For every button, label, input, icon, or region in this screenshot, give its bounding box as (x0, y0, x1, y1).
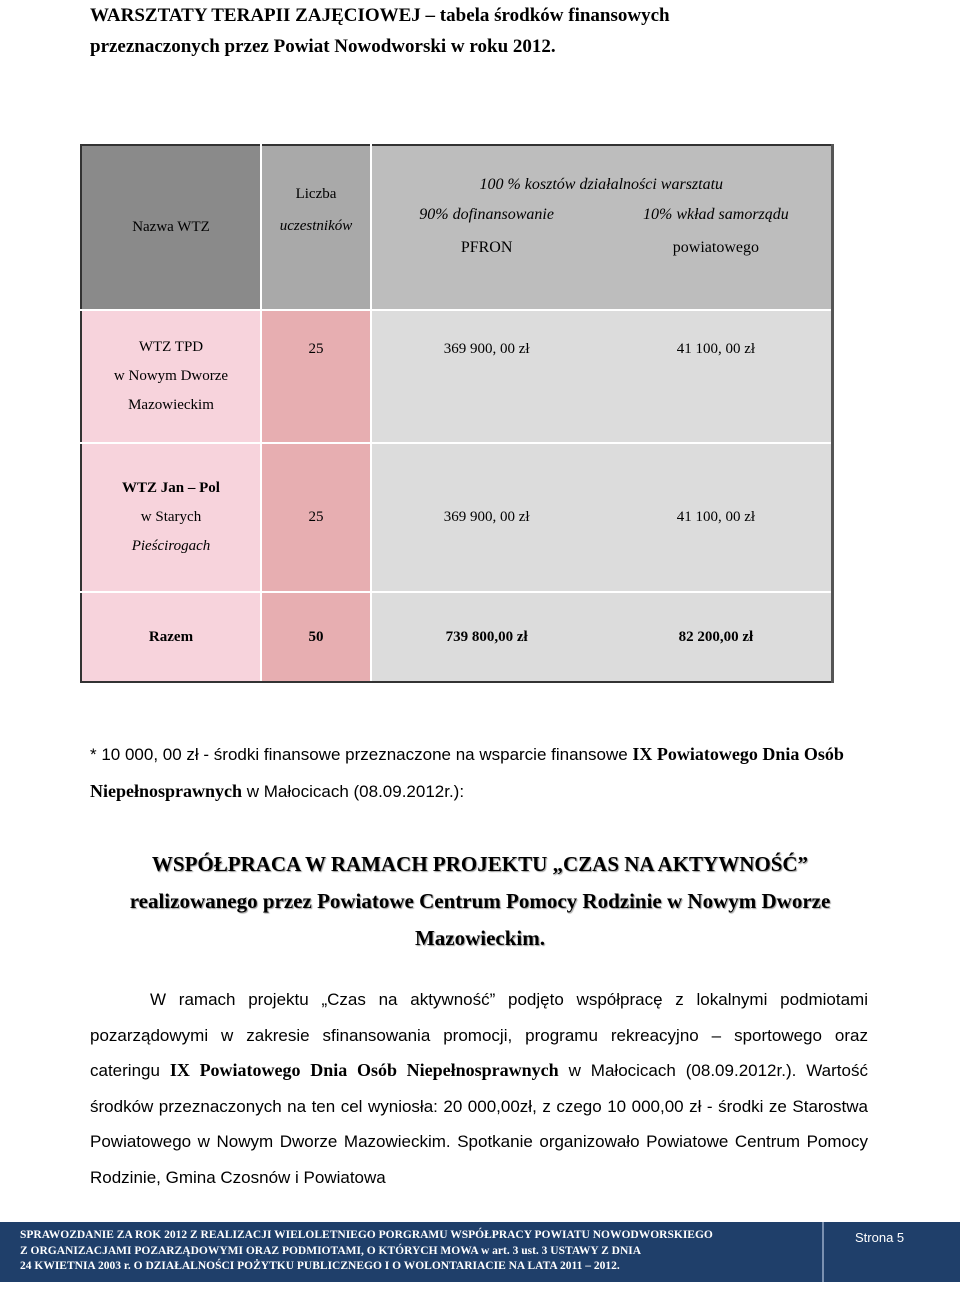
row-count: 25 (261, 310, 371, 443)
body-text-1: W ramach projektu „Czas na aktywność” podjęto współpracę z lokalnymi podmiotami pozarządowymi w zakresie sfinansowania promocji, programu rekreacyjno – sportowego oraz cateringu (90, 990, 868, 1080)
row-pfron: 369 900, 00 zł (443, 509, 530, 525)
page-heading (90, 0, 910, 62)
footnote-bold: IX Powiatowego Dnia Osób Niepełnosprawnych (90, 744, 844, 801)
table-total-row (81, 592, 832, 682)
body-text-2: w Małocicach (08.09.2012r.). Wartość środków przeznaczonych na ten cel wyniosła: 20 000,00zł, z czego 10 000,00 zł - środki ze Starostwa Powiatowego w Nowym Dworze Mazowieckim. Spotkanie organizowało Powiatowe Centrum Pomocy Rodzinie, Gmina Czosnów i Powiatowa (90, 1061, 868, 1187)
footer-line-2: Z ORGANIZACJAMI POZARZĄDOWYMI ORAZ PODMIOTAMI, O KTÓRYCH MOWA w art. 3 ust. 3 USTAWY Z DNIA (20, 1244, 642, 1257)
table-row (81, 443, 832, 592)
header-koszt (371, 145, 832, 310)
header-samorzad-line-2: powiatowego (672, 239, 759, 256)
header-liczba-line-1: Liczba (295, 186, 337, 202)
footer-text (20, 1228, 780, 1275)
footnote-text-1: * 10 000, 00 zł - środki finansowe przeznaczone na wsparcie finansowe (90, 745, 633, 764)
header-koszt-title: 100 % kosztów działalności warsztatu (479, 176, 724, 193)
row-name-line-1: WTZ Jan – Pol (122, 480, 220, 496)
section-title-line-3: Mazowieckim. (414, 926, 546, 950)
total-values (371, 592, 832, 682)
row-pfron: 369 900, 00 zł (443, 341, 530, 357)
row-name (81, 310, 261, 443)
row-values (371, 443, 832, 592)
footer-line-1: SPRAWOZDANIE ZA ROK 2012 Z REALIZACJI WIELOLETNIEGO PORGRAMU WSPÓŁPRACY POWIATU NOWODWORSKIEGO (20, 1229, 713, 1241)
footnote-text-2: w Małocicach (08.09.2012r.): (242, 782, 465, 801)
footnote (90, 736, 870, 810)
page-footer (0, 1222, 960, 1282)
row-name (81, 443, 261, 592)
page-number: Strona 5 (855, 1230, 905, 1245)
section-title-line-1: WSPÓŁPRACA W RAMACH PROJEKTU „CZAS NA AKTYWNOŚĆ” (151, 852, 809, 876)
heading-line-1: WARSZTATY TERAPII ZAJĘCIOWEJ – tabela środków finansowych (90, 5, 670, 26)
total-pfron: 739 800,00 zł (445, 628, 528, 645)
header-samorzad (601, 198, 830, 264)
row-name-line-2: w Starych (140, 509, 202, 525)
total-samorzad: 82 200,00 zł (678, 628, 754, 645)
row-count: 25 (261, 443, 371, 592)
total-count: 50 (261, 592, 371, 682)
row-name-line-3: Mazowieckim (128, 397, 214, 413)
row-values (371, 310, 832, 443)
header-pfron (372, 198, 601, 264)
header-liczba (261, 145, 371, 310)
body-bold: IX Powiatowego Dnia Osób Niepełnosprawnych (169, 1060, 559, 1080)
footer-divider (822, 1222, 824, 1282)
section-title (90, 846, 870, 957)
row-samorzad: 41 100, 00 zł (676, 341, 756, 357)
header-pfron-line-2: PFRON (460, 239, 513, 256)
body-paragraph (90, 982, 868, 1195)
table-header-row (81, 145, 832, 310)
table-row (81, 310, 832, 443)
funding-table (80, 144, 834, 683)
header-liczba-line-2: uczestników (279, 218, 353, 234)
footer-line-3: 24 KWIETNIA 2003 r. O DZIAŁALNOŚCI POŻYTKU PUBLICZNEGO I O WOLONTARIACIE NA LATA 2011 – 2012. (20, 1260, 620, 1272)
heading-line-2: przeznaczonych przez Powiat Nowodworski w roku 2012. (90, 36, 556, 57)
header-samorzad-line-1: 10% wkład samorządu (642, 206, 789, 223)
row-name-line-3: Pieścirogach (131, 538, 211, 554)
section-title-line-2: realizowanego przez Powiatowe Centrum Pomocy Rodzinie w Nowym Dworze (129, 889, 831, 913)
total-label: Razem (81, 592, 261, 682)
header-pfron-line-1: 90% dofinansowanie (419, 206, 554, 223)
row-name-line-2: w Nowym Dworze (113, 368, 229, 384)
header-nazwa: Nazwa WTZ (81, 145, 261, 310)
row-name-line-1: WTZ TPD (138, 339, 204, 355)
row-samorzad: 41 100, 00 zł (676, 509, 756, 525)
